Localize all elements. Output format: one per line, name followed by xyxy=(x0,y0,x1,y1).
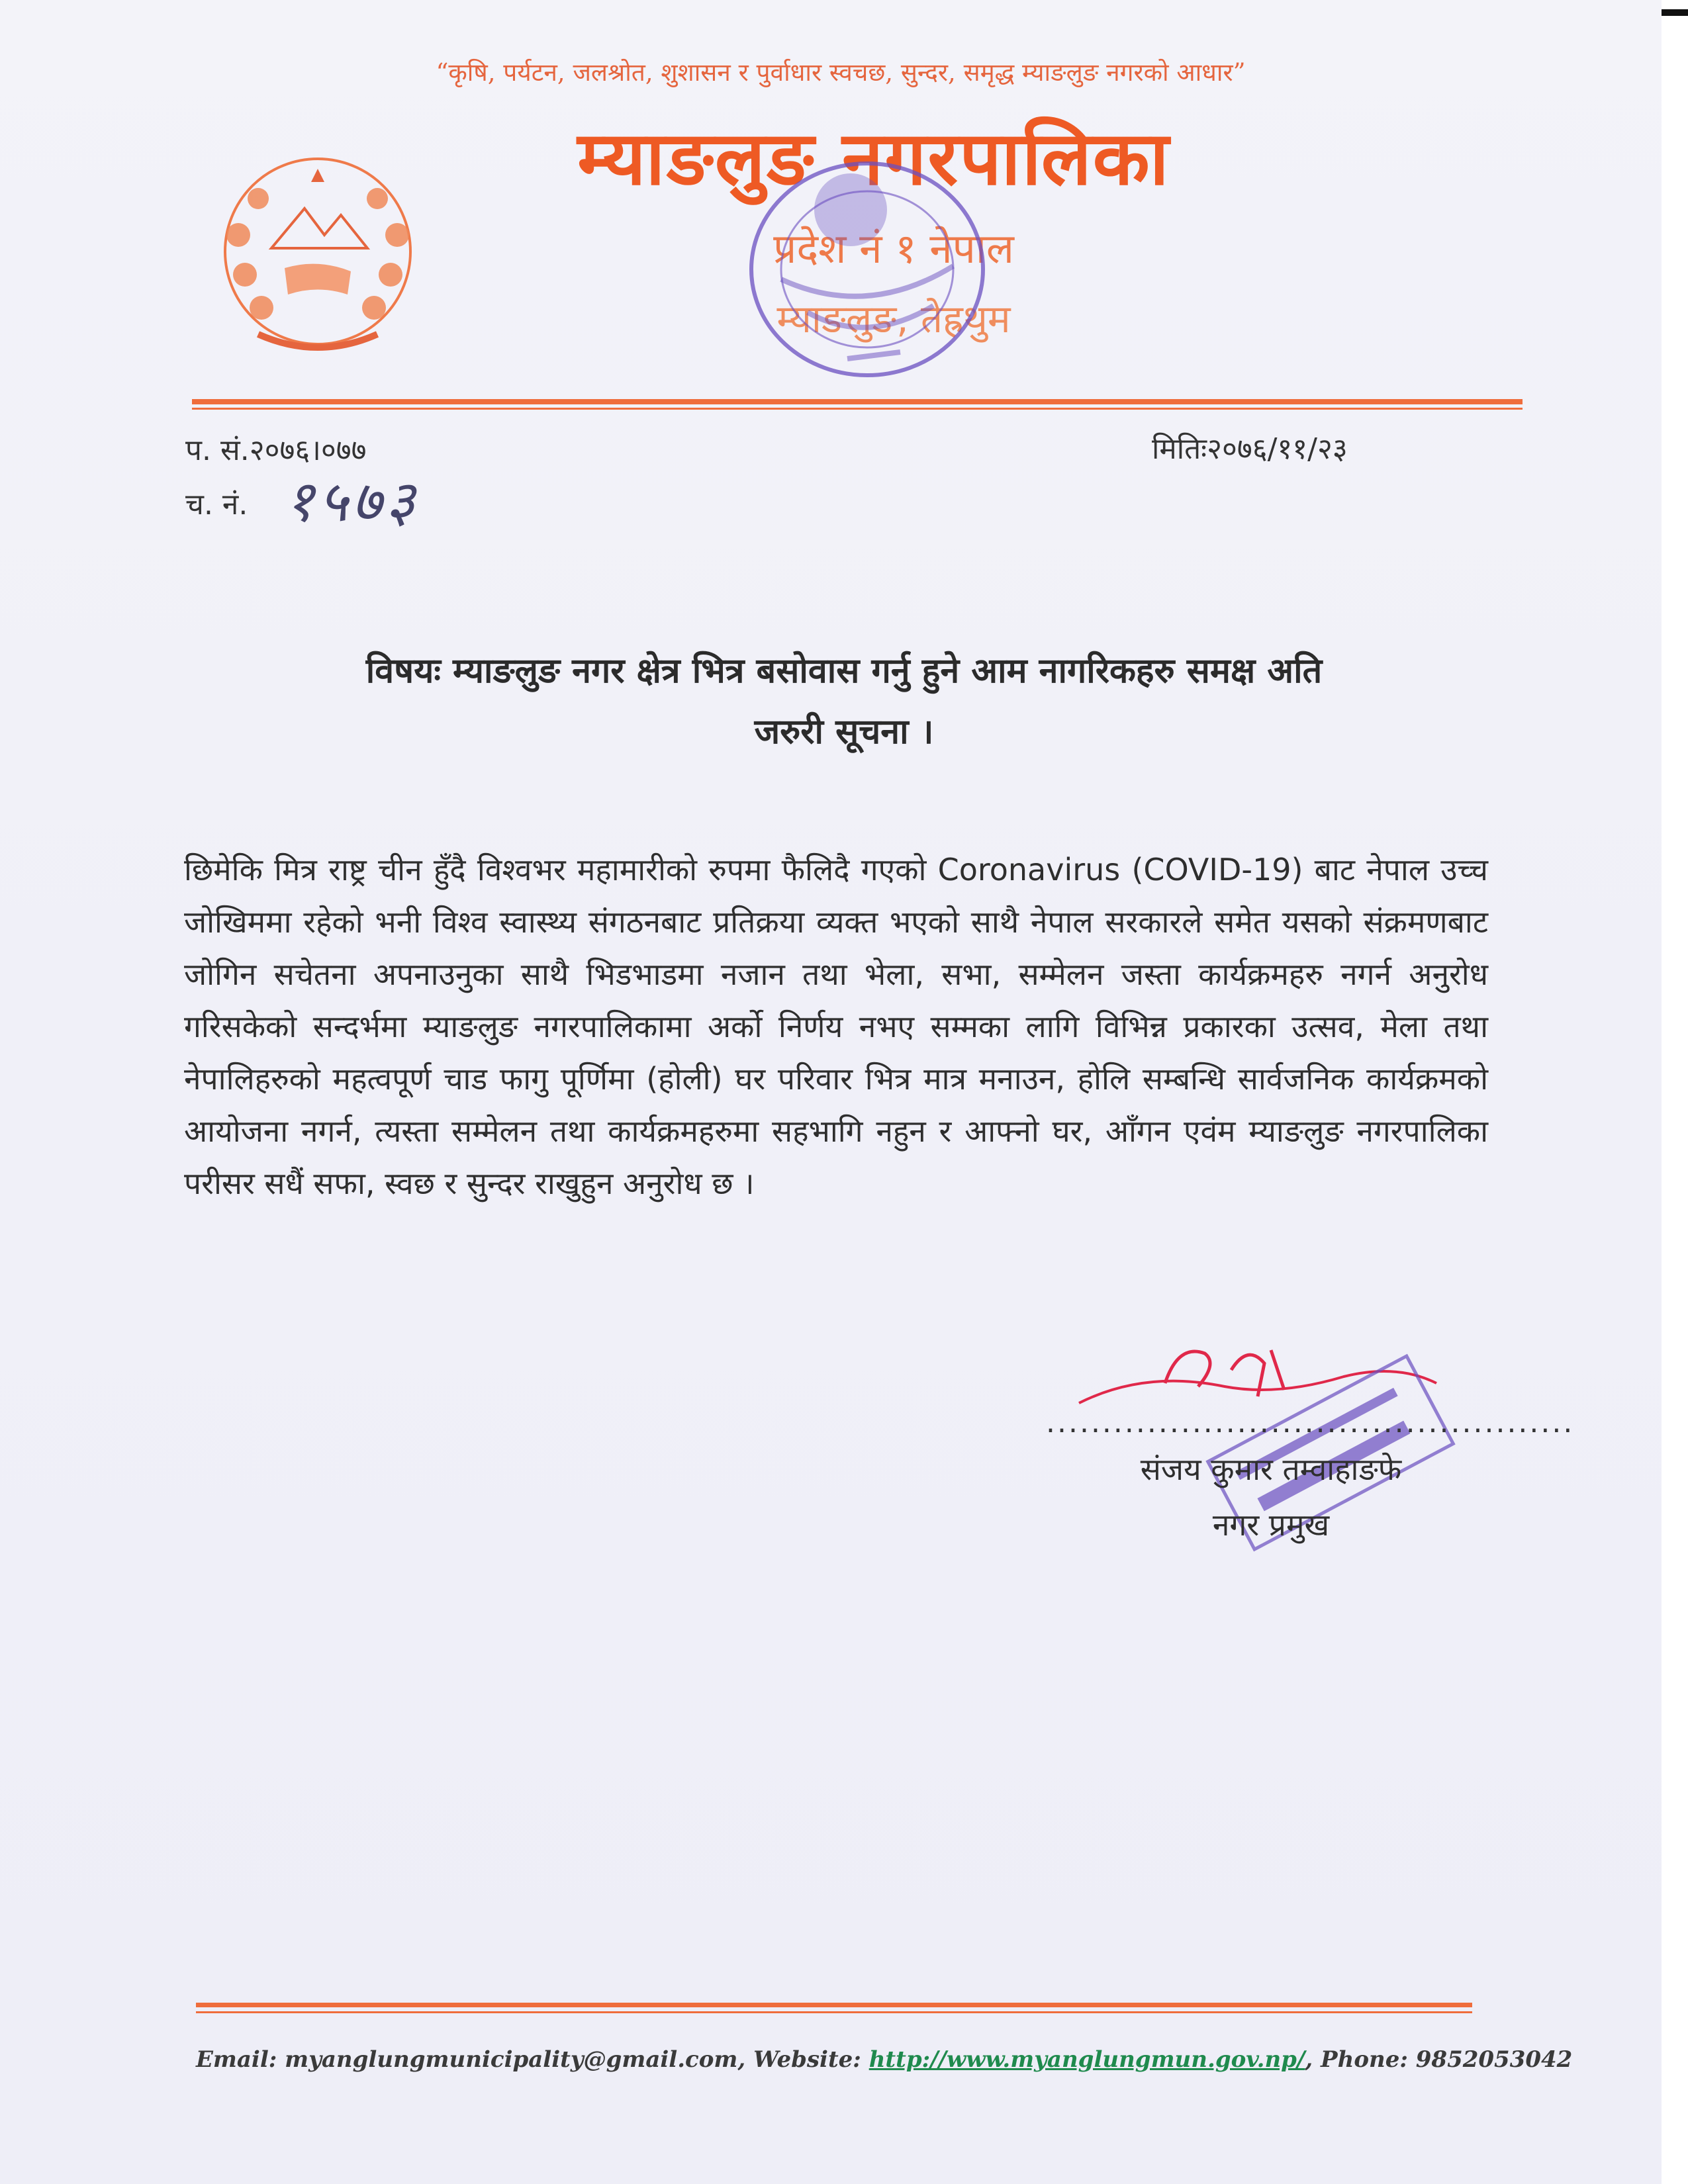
dispatch-number: १५७३ xyxy=(285,469,419,535)
subject-line-1: विषयः म्याङलुङ नगर क्षेत्र भित्र बसोवास गर्नु हुने आम नागरिकहरु समक्ष अति xyxy=(365,651,1323,691)
email-label: Email: xyxy=(196,2046,277,2073)
org-province: प्रदेश नं १ नेपाल xyxy=(773,224,1014,273)
reference-number: प. सं.२०७६।०७७ xyxy=(185,433,367,467)
phone-number: 9852053042 xyxy=(1415,2046,1573,2073)
subject-heading xyxy=(199,641,1489,762)
signature-line: ............................................... xyxy=(1046,1406,1575,1439)
signatory-title: नगर प्रमुख xyxy=(1212,1507,1330,1543)
letterhead-slogan: “कृषि, पर्यटन, जलश्रोत, शुशासन र पुर्वाधार स्वचछ, सुन्दर, समृद्ध म्याङलुङ नगरको आधार” xyxy=(436,58,1246,87)
org-district: म्याङलुङ, तेह्रथुम xyxy=(776,296,1011,341)
dispatch-label: च. नं. xyxy=(185,488,248,522)
org-name: म्याङलुङ नगरपालिका xyxy=(577,116,1170,202)
phone-label: , Phone: xyxy=(1305,2046,1408,2073)
letterhead-rule xyxy=(192,399,1523,404)
page-edge xyxy=(1662,0,1688,2184)
footer-rule-thin xyxy=(196,2011,1472,2013)
letterhead-rule-thin xyxy=(192,408,1523,410)
office-round-stamp-icon xyxy=(735,147,1000,398)
website-label: Website: xyxy=(753,2046,861,2073)
nepal-emblem-icon xyxy=(199,136,437,374)
notice-body: छिमेकि मित्र राष्ट्र चीन हुँदै विश्वभर महामारीको रुपमा फैलिदै गएको Coronavirus (COVID-19) बाट नेपाल उच्च जोखिममा रहेको भनी विश्व स्वास्थ्य संगठनबाट प्रतिक्रया व्यक्त भएको साथै नेपाल सरकारले समेत यसको संक्रमणबाट जोगिन सचेतना अपनाउनुका साथै भिडभाडमा नजान तथा भेला, सभा, सम्मेलन जस्ता कार्यक्रमहरु नगर्न अनुरोध गरिसकेको सन्दर्भमा म्याङलुङ नगरपालिकामा अर्को निर्णय नभए सम्मका लागि विभिन्न प्रकारका उत्सव, मेला तथा नेपालिहरुको महत्वपूर्ण चाड फागु पूर्णिमा (होली) घर परिवार भित्र मात्र मनाउन, होलि सम्बन्धि सार्वजनिक कार्यक्रमको आयोजना नगर्न, त्यस्ता सम्मेलन तथा कार्यक्रमहरुमा सहभागि नहुन र आफ्नो घर, आँगन एवंम म्याङलुङ नगरपालिका परीसर सधैं सफा, स्वछ र सुन्दर राखुहुन अनुरोध छ । xyxy=(184,852,1488,1201)
subject-line-2: जरुरी सूचना । xyxy=(754,712,934,752)
signatory-name: संजय कुमार तम्वाहाङफे xyxy=(1140,1451,1402,1487)
website-link[interactable]: http://www.myanglungmun.gov.np/ xyxy=(868,2046,1305,2073)
footer-contact xyxy=(196,2046,1573,2073)
footer-rule xyxy=(196,2003,1472,2007)
scan-corner-mark xyxy=(1662,9,1688,16)
email-address[interactable]: myanglungmunicipality@gmail.com, xyxy=(285,2046,746,2073)
letter-date: मितिः२०७६/११/२३ xyxy=(1152,432,1348,466)
